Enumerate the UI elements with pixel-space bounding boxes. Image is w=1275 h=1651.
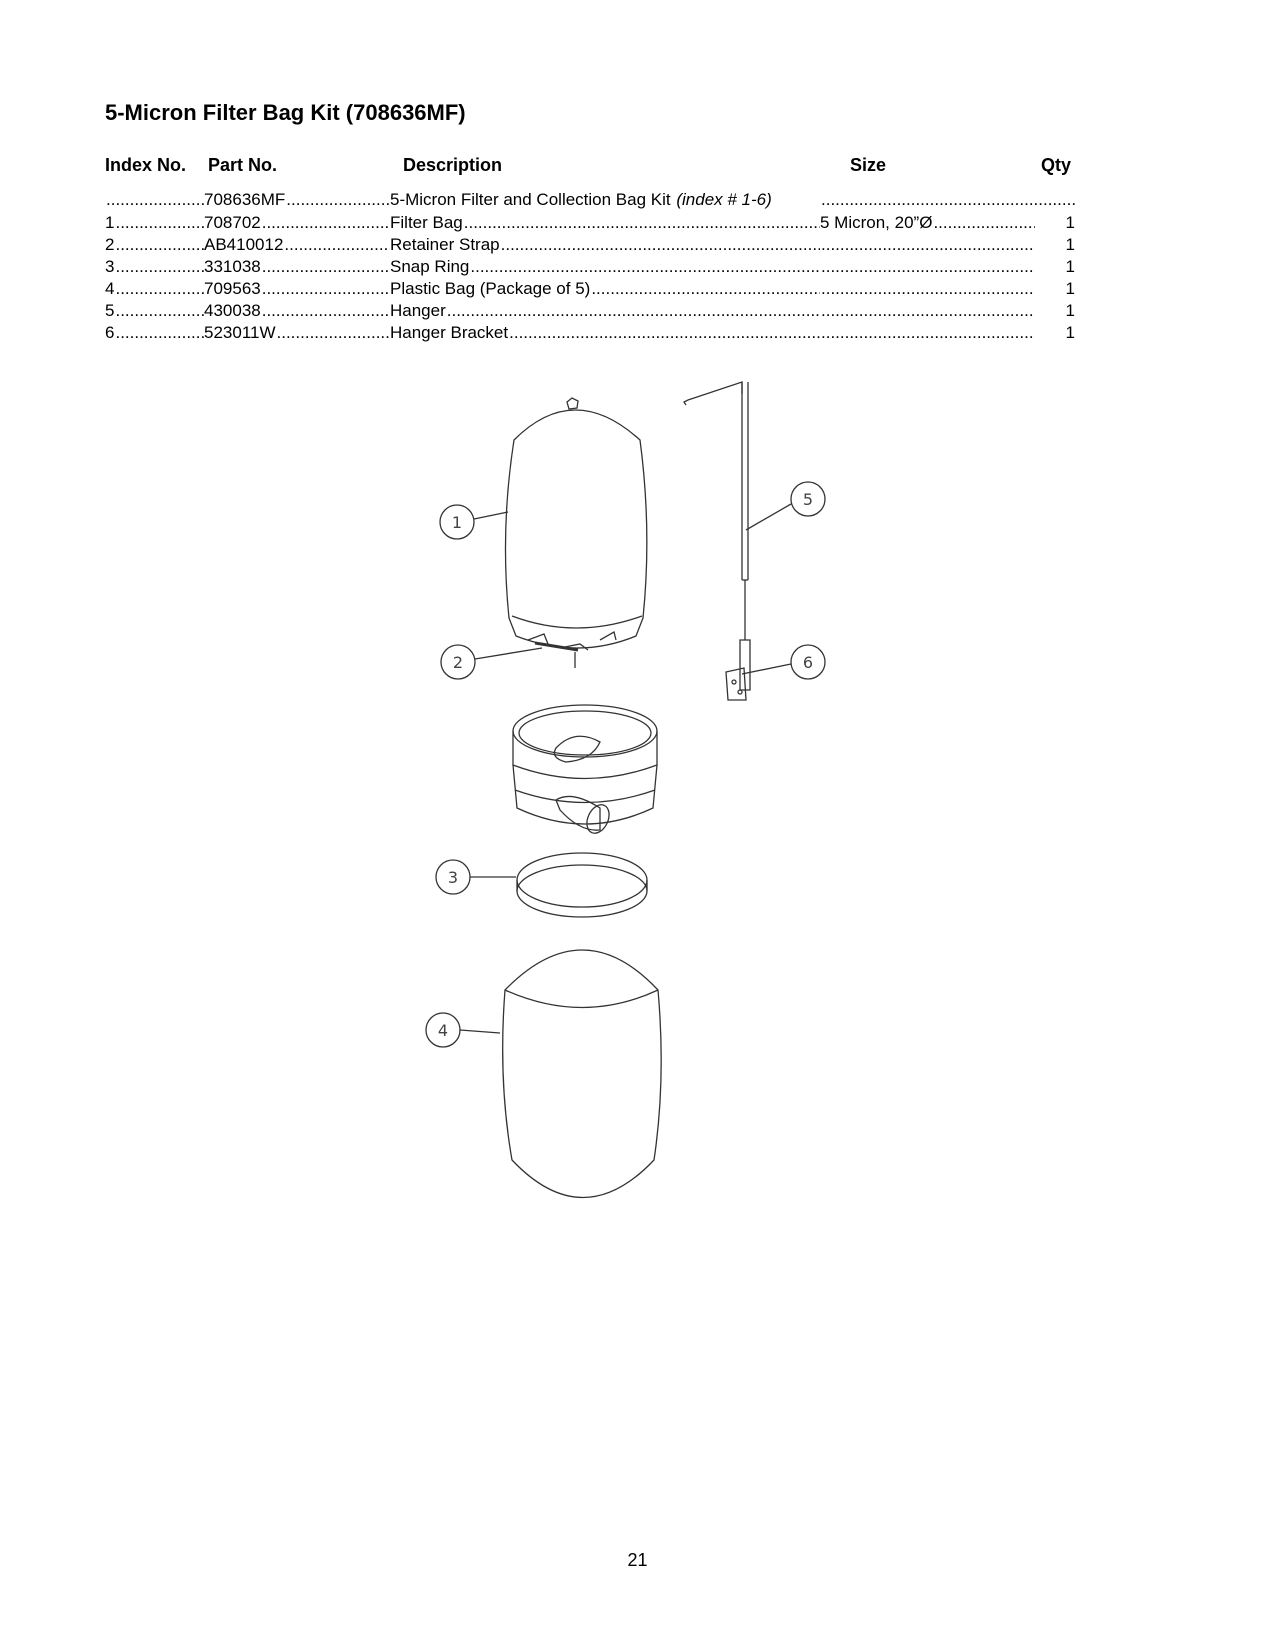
filter-bag-drawing	[505, 398, 646, 668]
description-cell: Snap Ring .....	[390, 257, 820, 279]
index-cell: 4 .....	[105, 279, 204, 301]
header-qty: Qty	[1041, 155, 1072, 175]
callout-5-number: 5	[802, 490, 814, 509]
hanger-bracket-drawing	[726, 640, 750, 700]
index-cell: 2 .....	[105, 235, 204, 257]
callout-2-number: 2	[452, 653, 464, 672]
part-cell: 430038 .....	[204, 301, 390, 323]
page-number: 21	[627, 1550, 648, 1570]
page-title: 5-Micron Filter Bag Kit (708636MF)	[105, 100, 466, 125]
plastic-bag-drawing	[503, 950, 662, 1198]
header-part: Part No.	[208, 155, 278, 175]
callout-2-leader	[475, 648, 542, 659]
size-cell: 5 Micron, 20”Ø .....	[820, 213, 1035, 235]
index-cell: 3 .....	[105, 257, 204, 279]
callout-5-leader	[746, 504, 791, 530]
callout-1-leader	[474, 512, 508, 519]
index-cell: 1 .....	[105, 213, 204, 235]
header-index: Index No.	[105, 155, 187, 175]
qty-cell: 1	[1066, 279, 1075, 301]
part-cell: 708636MF .....	[204, 190, 390, 212]
description-cell: Retainer Strap .....	[390, 235, 820, 257]
callout-4-leader	[460, 1030, 500, 1033]
description-cell: Plastic Bag (Package of 5) .....	[390, 279, 820, 301]
part-cell: 708702 .....	[204, 213, 390, 235]
index-cell: 6 .....	[105, 323, 204, 345]
part-cell: AB410012 .....	[204, 235, 390, 257]
description-cell: Hanger .....	[390, 301, 820, 323]
callout-6-number: 6	[802, 653, 814, 672]
qty-cell: 1	[1066, 235, 1075, 257]
callout-4-number: 4	[437, 1021, 449, 1040]
index-cell: 5 .....	[105, 301, 204, 323]
qty-cell: 1	[1066, 323, 1075, 345]
qty-cell: 1	[1066, 301, 1075, 323]
snap-ring-drawing	[517, 853, 647, 917]
hanger-drawing	[684, 382, 748, 640]
part-cell: 709563 .....	[204, 279, 390, 301]
description-note: (index # 1-6)	[676, 190, 772, 209]
qty-cell: 1	[1066, 257, 1075, 279]
callout-1-number: 1	[451, 513, 463, 532]
description-cell: 5-Micron Filter and Collection Bag Kit (index # 1-6)	[390, 190, 772, 209]
qty-cell: 1	[1066, 213, 1075, 235]
callout-3-number: 3	[447, 868, 459, 887]
description-cell: Hanger Bracket .....	[390, 323, 820, 345]
header-description: Description	[403, 155, 503, 175]
collector-housing-drawing	[513, 705, 657, 837]
part-cell: 523011W .....	[204, 323, 390, 345]
description-cell: Filter Bag .....	[390, 213, 820, 235]
part-cell: 331038 .....	[204, 257, 390, 279]
header-size: Size	[850, 155, 887, 175]
